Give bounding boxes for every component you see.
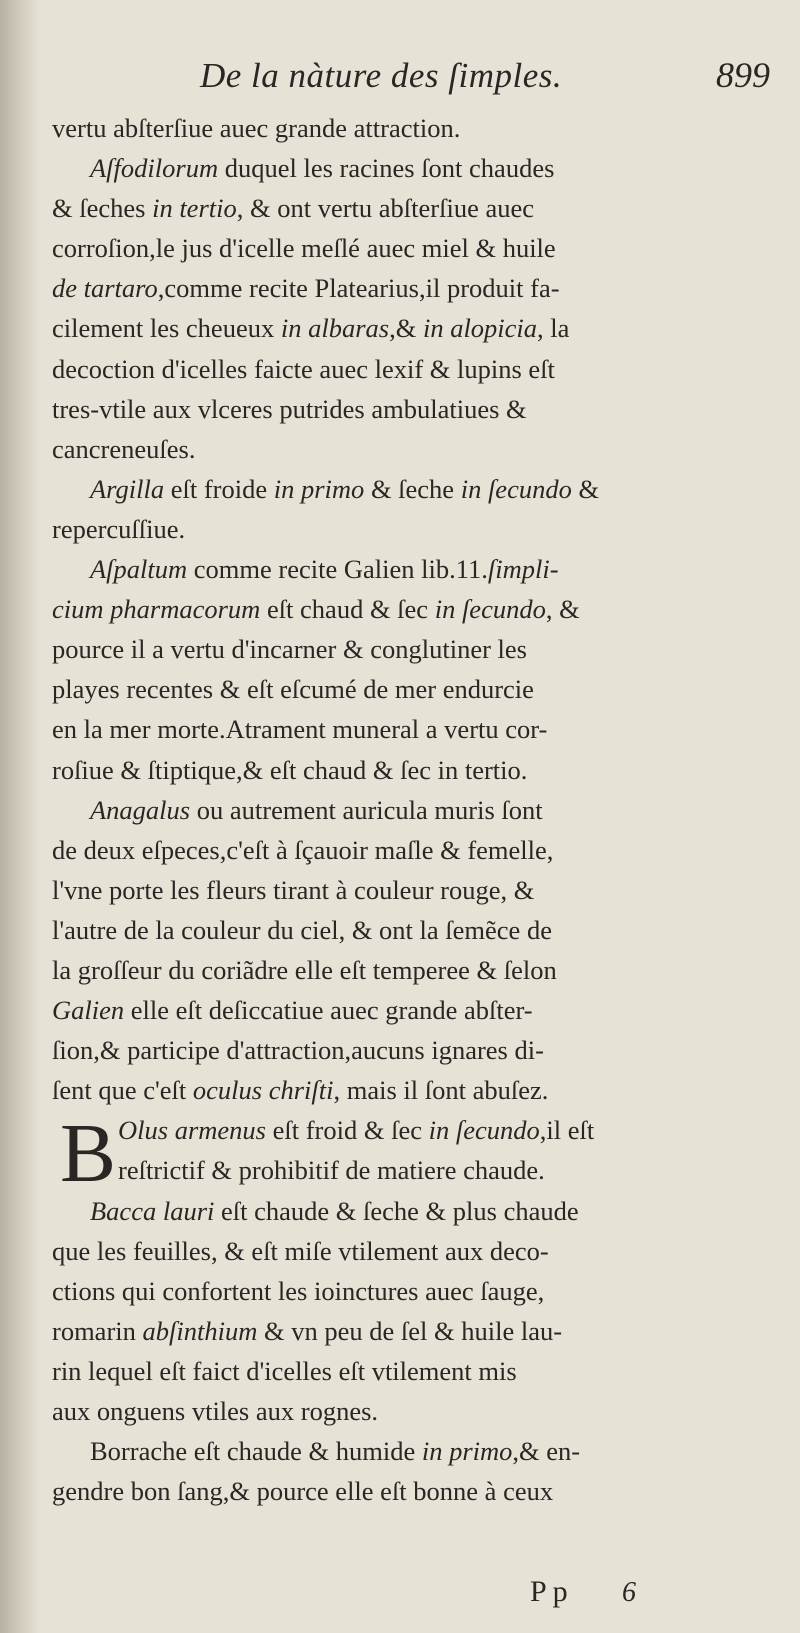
text-line bbox=[52, 1070, 764, 1110]
text-line bbox=[52, 429, 764, 469]
text-line bbox=[52, 349, 764, 389]
italic-term: oculus chriſti bbox=[192, 1075, 334, 1106]
italic-term: in primo bbox=[273, 473, 365, 504]
page-header bbox=[200, 52, 770, 102]
text-run: eſt froid & ſec bbox=[265, 1115, 429, 1146]
text-run: pource il a vertu d'incarner & conglutiner les bbox=[52, 634, 527, 665]
text-line bbox=[52, 629, 764, 669]
text-run: elle eſt deſiccatiue auec grande abſter- bbox=[124, 995, 533, 1026]
italic-term: Bacca lauri bbox=[90, 1195, 215, 1226]
text-line bbox=[52, 1471, 764, 1511]
italic-term: Aſfodilorum bbox=[90, 153, 219, 184]
text-line bbox=[52, 1191, 764, 1231]
italic-term: in alopicia bbox=[422, 313, 538, 344]
text-line bbox=[52, 509, 764, 549]
text-line bbox=[52, 669, 764, 709]
text-run: corroſion,le jus d'icelle meſlé auec miel & huile bbox=[52, 233, 556, 264]
text-line bbox=[52, 1110, 764, 1150]
drop-cap-letter: B bbox=[60, 1107, 117, 1201]
text-line bbox=[52, 308, 764, 348]
text-run: l'autre de la couleur du ciel, & ont la ſemẽce de bbox=[52, 914, 552, 945]
text-run: de deux eſpeces,c'eſt à ſçauoir maſle & femelle, bbox=[52, 834, 554, 865]
italic-term: Argilla bbox=[90, 473, 165, 504]
text-run: l'vne porte les fleurs tirant à couleur rouge, & bbox=[52, 874, 535, 905]
body-text bbox=[52, 108, 764, 1511]
text-run: & bbox=[571, 473, 600, 504]
text-line bbox=[52, 589, 764, 629]
text-line bbox=[52, 1391, 764, 1431]
italic-term: in albaras bbox=[280, 313, 390, 344]
text-line bbox=[52, 1231, 764, 1271]
text-line bbox=[52, 790, 764, 830]
text-run: ctions qui confortent les ioinctures auec ſauge, bbox=[52, 1275, 545, 1306]
text-line bbox=[52, 1351, 764, 1391]
text-run: , & ont vertu abſterſiue auec bbox=[236, 193, 535, 224]
text-line bbox=[52, 1311, 764, 1351]
text-line bbox=[52, 870, 764, 910]
text-run: ſion,& participe d'attraction,aucuns ignares di- bbox=[52, 1035, 544, 1066]
italic-term: de tartaro bbox=[52, 273, 158, 304]
text-line bbox=[52, 148, 764, 188]
running-title: De la nàture des ſimples. bbox=[200, 56, 563, 95]
italic-term: in ſecundo bbox=[434, 594, 546, 625]
italic-term: cium pharmacorum bbox=[52, 594, 261, 625]
text-line bbox=[52, 1030, 764, 1070]
italic-term: in primo bbox=[421, 1436, 513, 1467]
text-run: romarin bbox=[52, 1315, 143, 1346]
catchword: 6 bbox=[622, 1577, 636, 1608]
text-run: que les feuilles, & eſt miſe vtilement aux deco- bbox=[52, 1235, 549, 1266]
text-run: la groſſeur du coriãdre elle eſt temperee & ſelon bbox=[52, 954, 557, 985]
italic-term: in ſecundo bbox=[428, 1115, 540, 1146]
text-run: eſt froide bbox=[164, 473, 274, 504]
text-line bbox=[52, 830, 764, 870]
italic-term: Anagalus bbox=[90, 794, 191, 825]
italic-term: ſimpli- bbox=[487, 554, 559, 585]
text-run: cancreneuſes. bbox=[52, 433, 196, 464]
text-run: tres-vtile aux vlceres putrides ambulatiues & bbox=[52, 393, 527, 424]
text-line bbox=[52, 1271, 764, 1311]
text-run: vertu abſterſiue auec grande attraction. bbox=[52, 113, 461, 143]
italic-term: in ſecundo bbox=[460, 473, 572, 504]
text-run: decoction d'icelles faicte auec lexif & lupins eſt bbox=[52, 353, 555, 384]
text-run: & vn peu de ſel & huile lau- bbox=[257, 1315, 563, 1346]
signature-mark: Pp bbox=[530, 1575, 574, 1608]
italic-term: Olus armenus bbox=[118, 1115, 266, 1146]
text-run: cilement les cheueux bbox=[52, 313, 281, 344]
text-run: & ſeche bbox=[364, 473, 461, 504]
text-line bbox=[52, 469, 764, 509]
text-run: playes recentes & eſt eſcumé de mer endurcie bbox=[52, 674, 534, 705]
text-run: reſtrictif & prohibitif de matiere chaude. bbox=[118, 1155, 545, 1186]
text-run: ſent que c'eſt bbox=[52, 1075, 193, 1106]
text-line bbox=[52, 549, 764, 589]
text-line bbox=[52, 188, 764, 228]
text-run: , la bbox=[537, 313, 570, 344]
text-line bbox=[52, 389, 764, 429]
italic-term: abſinthium bbox=[142, 1315, 258, 1346]
page-footer bbox=[0, 1575, 800, 1615]
text-run: ,& bbox=[389, 313, 423, 344]
text-run: ,comme recite Platearius,il produit fa- bbox=[157, 273, 560, 304]
text-run: ou autrement auricula muris ſont bbox=[190, 794, 543, 825]
text-line bbox=[52, 950, 764, 990]
text-run: & ſeches bbox=[52, 193, 153, 224]
binding-gutter-shadow bbox=[0, 0, 40, 1633]
text-run: , & bbox=[545, 594, 580, 625]
text-line bbox=[52, 268, 764, 308]
text-line bbox=[52, 910, 764, 950]
text-run: duquel les racines ſont chaudes bbox=[218, 153, 555, 184]
text-line bbox=[52, 1431, 764, 1471]
text-line bbox=[52, 709, 764, 749]
page-number: 899 bbox=[716, 55, 770, 95]
text-run: comme recite Galien lib.11. bbox=[187, 554, 488, 585]
text-run: roſiue & ſtiptique,& eſt chaud & ſec in tertio. bbox=[52, 754, 528, 785]
text-run: gendre bon ſang,& pource elle eſt bonne à ceux bbox=[52, 1476, 554, 1507]
text-run: Borrache eſt chaude & humide bbox=[90, 1436, 422, 1467]
text-run: eſt chaud & ſec bbox=[260, 594, 435, 625]
text-run: eſt chaude & ſeche & plus chaude bbox=[214, 1195, 579, 1226]
text-line bbox=[52, 990, 764, 1030]
text-line bbox=[52, 228, 764, 268]
text-run: aux onguens vtiles aux rognes. bbox=[52, 1396, 379, 1426]
italic-term: in tertio bbox=[152, 193, 237, 224]
text-run: en la mer morte.Atrament muneral a vertu cor- bbox=[52, 714, 548, 745]
text-run: ,il eſt bbox=[539, 1115, 595, 1146]
text-line bbox=[52, 1150, 764, 1190]
text-line bbox=[52, 750, 764, 790]
text-run: ,& en- bbox=[512, 1436, 581, 1467]
italic-term: Galien bbox=[52, 995, 125, 1026]
dropcap-paragraph bbox=[52, 1107, 764, 1201]
text-run: rin lequel eſt faict d'icelles eſt vtilement mis bbox=[52, 1355, 517, 1386]
text-run: repercuſſiue. bbox=[52, 513, 186, 544]
text-run: , mais il ſont abuſez. bbox=[333, 1075, 549, 1106]
text-line bbox=[52, 108, 764, 148]
italic-term: Aſpaltum bbox=[90, 554, 188, 585]
